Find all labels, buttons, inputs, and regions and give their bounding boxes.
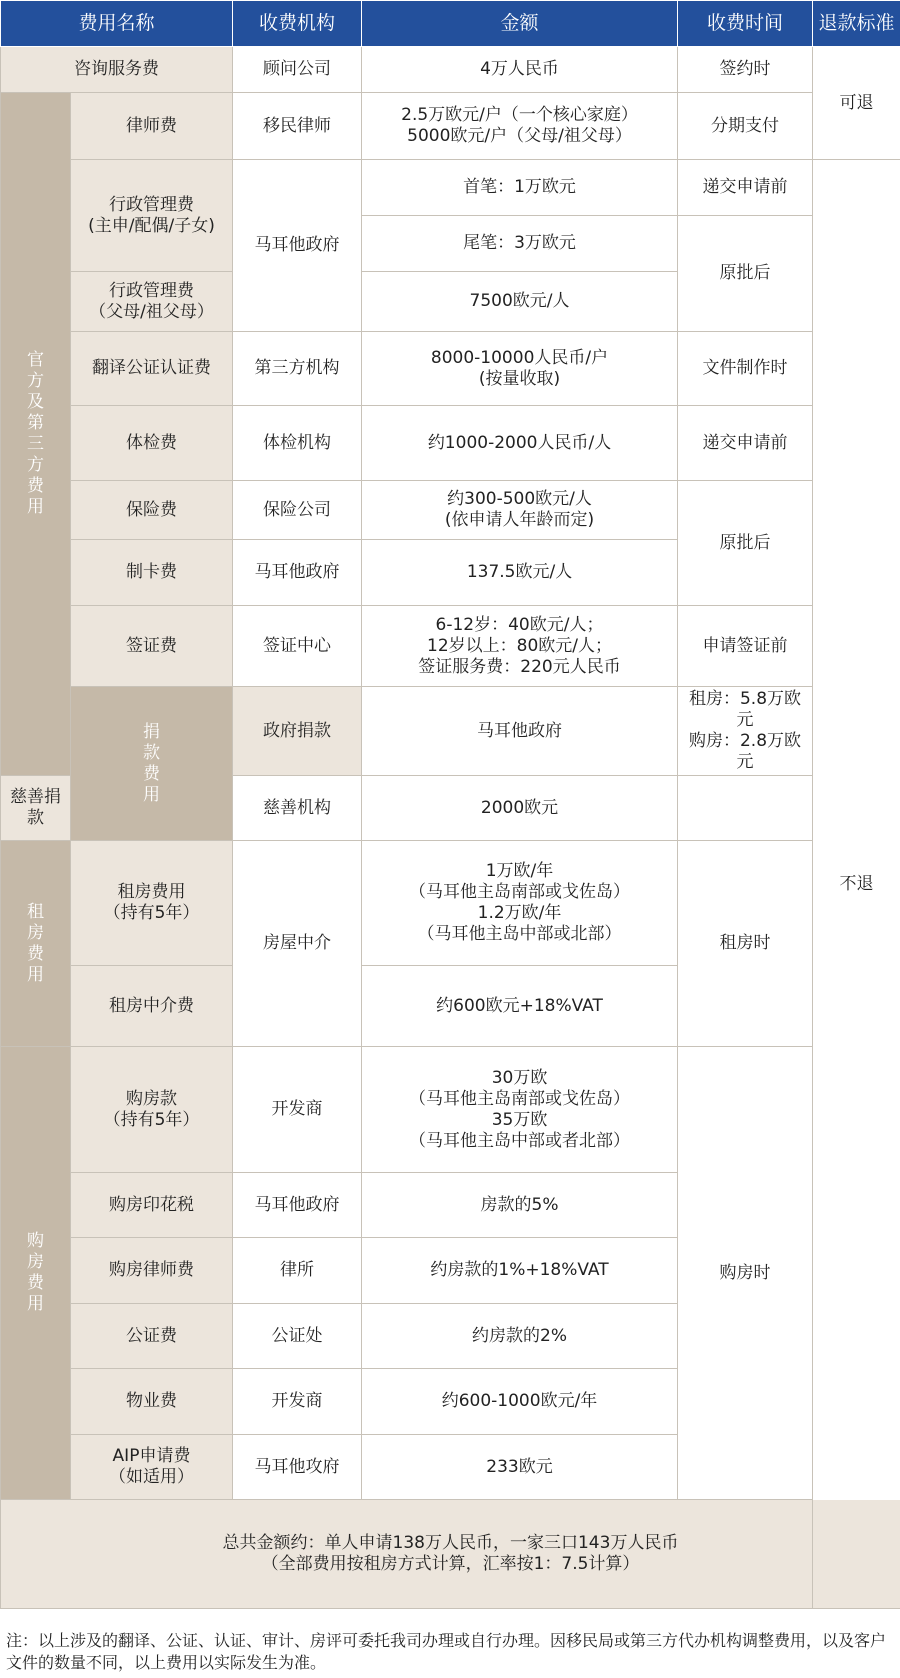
fee-amount: 30万欧 （马耳他主岛南部或戈佐岛） 35万欧 （马耳他主岛中部或者北部） [362, 1047, 678, 1173]
fee-time: 购房时 [678, 1047, 813, 1500]
fee-amount: 2000欧元 [362, 776, 678, 841]
fee-agency: 律所 [233, 1238, 362, 1304]
group-purchase [1, 1047, 71, 1500]
fee-agency: 公证处 [233, 1304, 362, 1369]
fee-name: 体检费 [71, 406, 233, 481]
fee-name: 律师费 [71, 93, 233, 160]
fee-amount: 8000-10000人民币/户 (按量收取) [362, 332, 678, 406]
header-amount: 金额 [362, 1, 678, 47]
header-fee-name: 费用名称 [1, 1, 233, 47]
fee-amount: 约600-1000欧元/年 [362, 1369, 678, 1435]
table-row [1, 332, 900, 406]
fee-amount: 6-12岁：40欧元/人； 12岁以上：80欧元/人； 签证服务费：220元人民币 [362, 606, 678, 687]
fee-name: 租房中介费 [71, 966, 233, 1047]
fee-name: 政府捐款 [233, 687, 362, 776]
fee-name: 保险费 [71, 481, 233, 540]
table-row [1, 481, 900, 540]
fee-name: 购房印花税 [71, 1173, 233, 1238]
fee-agency: 第三方机构 [233, 332, 362, 406]
fee-amount: 137.5欧元/人 [362, 540, 678, 606]
fee-agency: 马耳他政府 [233, 540, 362, 606]
header-time: 收费时间 [678, 1, 813, 47]
fee-agency: 顾问公司 [233, 47, 362, 93]
fee-name: 物业费 [71, 1369, 233, 1435]
total-summary: 总共金额约：单人申请138万人民币，一家三口143万人民币 （全部费用按租房方式计算，汇率按1：7.5计算） [1, 1500, 900, 1609]
refund-refundable: 可退 [813, 47, 900, 160]
group-label: 租房费用 [27, 901, 44, 985]
header-refund: 退款标准 [813, 1, 900, 47]
fee-agency: 保险公司 [233, 481, 362, 540]
fee-time: 租房时 [678, 841, 813, 1047]
table-row [1, 606, 900, 687]
fee-name: 购房款 （持有5年） [71, 1047, 233, 1173]
fee-amount: 233欧元 [362, 1435, 678, 1500]
fee-time: 递交申请前 [678, 406, 813, 481]
fee-name: 制卡费 [71, 540, 233, 606]
fee-name: 行政管理费 (主申/配偶/子女) [71, 160, 233, 272]
fee-amount: 约1000-2000人民币/人 [362, 406, 678, 481]
fee-amount: 租房：5.8万欧元 购房：2.8万欧元 [678, 687, 813, 776]
group-official [1, 93, 71, 776]
fee-agency: 签证中心 [233, 606, 362, 687]
total-row [1, 1500, 900, 1609]
fee-agency: 马耳他攻府 [233, 1435, 362, 1500]
table-header-row [1, 1, 900, 47]
fee-name: 签证费 [71, 606, 233, 687]
fee-agency: 房屋中介 [233, 841, 362, 1047]
fee-agency: 体检机构 [233, 406, 362, 481]
group-label: 官方及第三方费用 [27, 350, 44, 517]
refund-non-refundable: 不退 [813, 160, 900, 1609]
fee-name: 购房律师费 [71, 1238, 233, 1304]
fee-amount: 尾笔：3万欧元 [362, 216, 678, 272]
fee-name: AIP申请费 （如适用） [71, 1435, 233, 1500]
fee-name: 咨询服务费 [1, 47, 233, 93]
fee-agency: 马耳他政府 [233, 1173, 362, 1238]
fee-agency: 马耳他政府 [233, 160, 362, 332]
fee-amount: 约600欧元+18%VAT [362, 966, 678, 1047]
table-row [1, 406, 900, 481]
table-row [1, 1047, 900, 1173]
fee-time: 分期支付 [678, 93, 813, 160]
group-label: 捐款费用 [143, 721, 160, 805]
fee-agency: 开发商 [233, 1369, 362, 1435]
fee-amount: 首笔：1万欧元 [362, 160, 678, 216]
fee-time: 申请签证前 [678, 606, 813, 687]
group-rent [1, 841, 71, 1047]
fee-amount: 7500欧元/人 [362, 272, 678, 332]
header-agency: 收费机构 [233, 1, 362, 47]
fee-time: 签约时 [678, 47, 813, 93]
group-donation [71, 687, 233, 841]
fee-name: 公证费 [71, 1304, 233, 1369]
fee-amount: 房款的5% [362, 1173, 678, 1238]
table-row [1, 687, 900, 776]
fee-time: 递交申请前 [678, 160, 813, 216]
fee-agency: 开发商 [233, 1047, 362, 1173]
fee-amount: 4万人民币 [362, 47, 678, 93]
fee-amount: 约房款的2% [362, 1304, 678, 1369]
table-row [1, 47, 900, 93]
fee-agency: 移民律师 [233, 93, 362, 160]
fee-agency: 慈善机构 [233, 776, 362, 841]
table-row [1, 93, 900, 160]
fee-amount: 约房款的1%+18%VAT [362, 1238, 678, 1304]
fee-amount: 1万欧/年 （马耳他主岛南部或戈佐岛） 1.2万欧/年 （马耳他主岛中部或北部） [362, 841, 678, 966]
fee-name: 行政管理费 （父母/祖父母） [71, 272, 233, 332]
fee-name: 慈善捐款 [1, 776, 71, 841]
fee-name: 翻译公证认证费 [71, 332, 233, 406]
fee-time: 原批后 [678, 216, 813, 332]
fee-amount: 2.5万欧元/户（一个核心家庭） 5000欧元/户（父母/祖父母） [362, 93, 678, 160]
table-row [1, 841, 900, 966]
fee-amount: 约300-500欧元/人 (依申请人年龄而定) [362, 481, 678, 540]
fee-time: 文件制作时 [678, 332, 813, 406]
footnote: 注：以上涉及的翻译、公证、认证、审计、房评可委托我司办理或自行办理。因移民局或第三方代办机构调整费用，以及客户文件的数量不同，以上费用以实际发生为准。 [6, 1631, 887, 1672]
fee-name: 租房费用 （持有5年） [71, 841, 233, 966]
table-row [1, 160, 900, 216]
group-label: 购房费用 [27, 1231, 44, 1314]
fee-time: 原批后 [678, 481, 813, 606]
fee-agency: 马耳他政府 [362, 687, 678, 776]
